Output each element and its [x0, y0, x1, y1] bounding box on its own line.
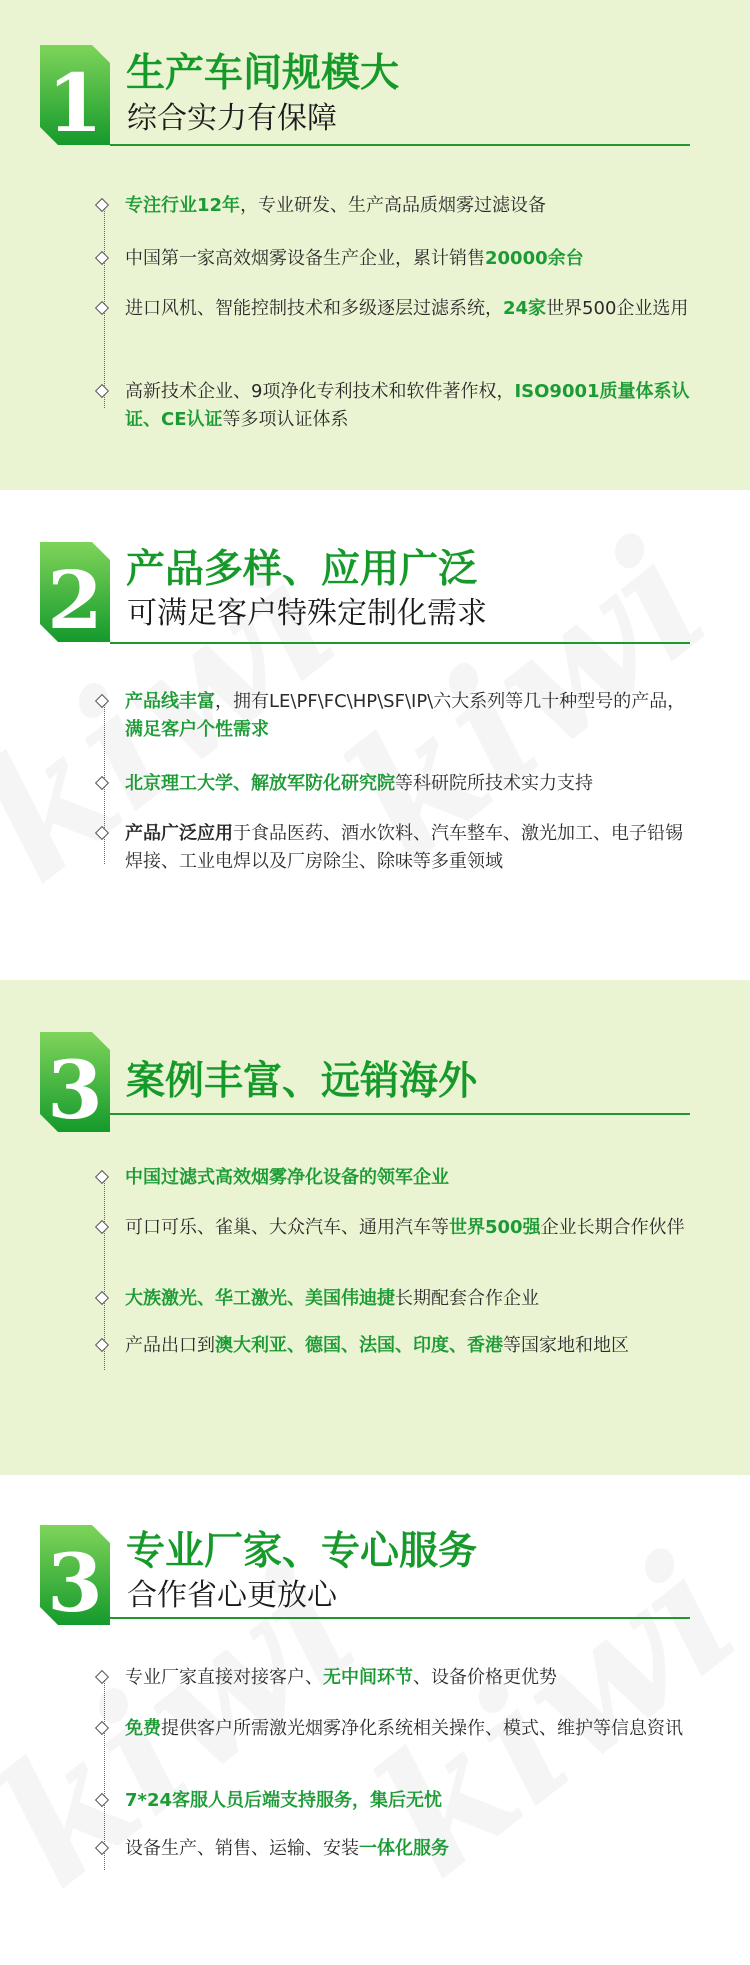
diamond-bullet-icon	[95, 384, 109, 398]
section-title: 专业厂家、专心服务	[126, 1529, 478, 1574]
svg-text:2: 2	[47, 553, 103, 642]
diamond-bullet-icon	[95, 1291, 109, 1305]
svg-text:3: 3	[47, 1536, 103, 1625]
section-title: 案例丰富、远销海外	[126, 1059, 478, 1104]
diamond-bullet-icon	[95, 1170, 109, 1184]
section-title: 产品多样、应用广泛	[126, 547, 478, 592]
diamond-bullet-icon	[95, 1670, 109, 1684]
section-title: 生产车间规模大	[126, 51, 400, 96]
section-subtitle: 可满足客户特殊定制化需求	[127, 596, 487, 631]
section-subtitle: 综合实力有保障	[127, 101, 337, 136]
diamond-bullet-icon	[95, 301, 109, 315]
diamond-bullet-icon	[95, 198, 109, 212]
section-rule	[110, 1113, 690, 1115]
diamond-bullet-icon	[95, 776, 109, 790]
number-badge-1	[40, 45, 110, 145]
section-2: 2 产品多样、应用广泛 可满足客户特殊定制化需求 产品线丰富，拥有LE\PF\FC\HP\SF\IP\六大系列等几十种型号的产品，满足客户个性需求 北京理工大学、解放军防化研究院等科研院所技术实力支持 产品广泛应用于食品医药、酒水饮料、汽车整车、激光加工、电子铅锡焊接、工业电焊以及厂房除尘、除味等多重领域	[0, 490, 750, 980]
section-rule	[110, 1617, 690, 1619]
diamond-bullet-icon	[95, 1793, 109, 1807]
svg-text:3: 3	[47, 1043, 103, 1132]
number-badge-2	[40, 542, 110, 642]
section-1: 1 生产车间规模大 综合实力有保障 专注行业12年，专业研发、生产高品质烟雾过滤设备 中国第一家高效烟雾设备生产企业，累计销售20000余台 进口风机、智能控制技术和多级逐层过滤系统，24家世界500企业选用 高新技术企业、9项净化专利技术和软件著作权，ISO9001质量体系认证、CE认证等多项认证体系	[0, 0, 750, 490]
svg-text:1: 1	[47, 56, 103, 145]
diamond-bullet-icon	[95, 1841, 109, 1855]
number-badge-4	[40, 1525, 110, 1625]
section-rule	[110, 144, 690, 146]
timeline-line	[104, 1680, 105, 1870]
diamond-bullet-icon	[95, 1220, 109, 1234]
diamond-bullet-icon	[95, 1721, 109, 1735]
section-3: 3 案例丰富、远销海外 中国过滤式高效烟雾净化设备的领军企业 可口可乐、雀巢、大众汽车、通用汽车等世界500强企业长期合作伙伴 大族激光、华工激光、美国伟迪捷长期配套合作企业 产品出口到澳大利亚、德国、法国、印度、香港等国家地和地区	[0, 980, 750, 1475]
section-subtitle: 合作省心更放心	[127, 1578, 337, 1613]
diamond-bullet-icon	[95, 251, 109, 265]
number-badge-3	[40, 1032, 110, 1132]
diamond-bullet-icon	[95, 826, 109, 840]
diamond-bullet-icon	[95, 694, 109, 708]
section-rule	[110, 642, 690, 644]
section-4: 3 专业厂家、专心服务 合作省心更放心 专业厂家直接对接客户、无中间环节、设备价格更优势 免费提供客户所需激光烟雾净化系统相关操作、模式、维护等信息资讯 7*24客服人员后端支持服务，集后无忧 设备生产、销售、运输、安装一体化服务	[0, 1475, 750, 1965]
diamond-bullet-icon	[95, 1338, 109, 1352]
